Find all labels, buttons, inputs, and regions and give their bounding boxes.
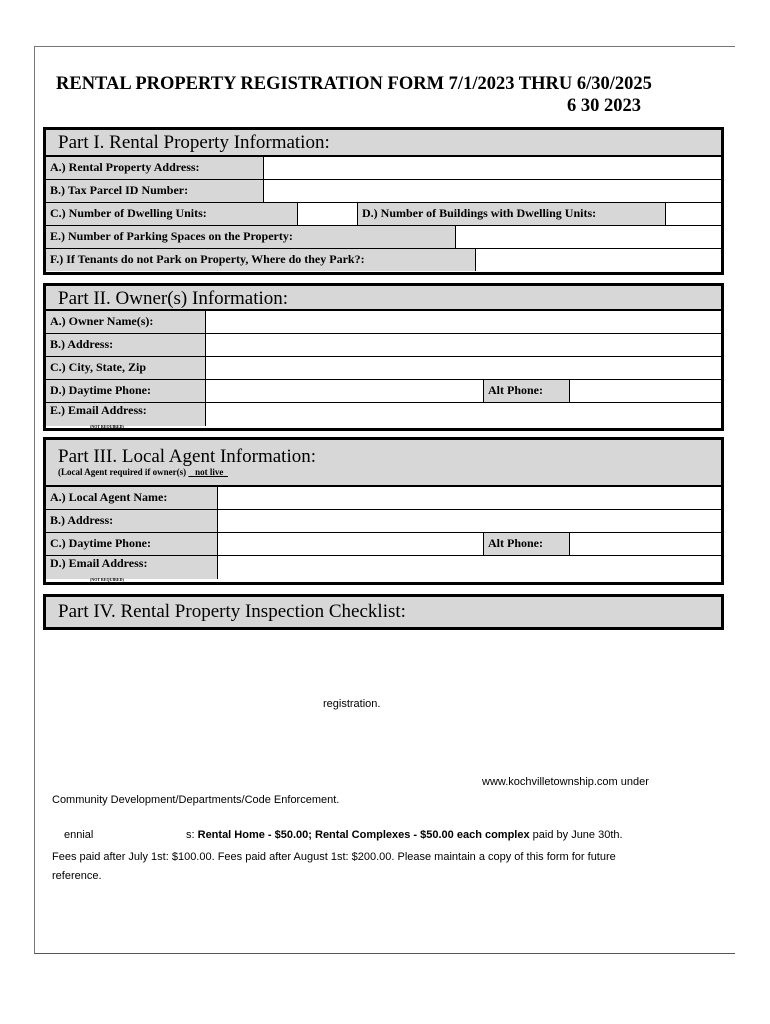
part1-row-parking — [46, 225, 721, 248]
owner-city-label: C.) City, State, Zip — [46, 357, 206, 379]
part4-title: Part IV. Rental Property Inspection Checklist: — [58, 601, 406, 622]
part3-row-name — [46, 486, 721, 509]
buildings-field[interactable] — [666, 203, 721, 225]
part1-row-address — [46, 156, 721, 179]
registration-note: registration. — [323, 698, 381, 710]
part1-row-parcel — [46, 179, 721, 202]
part2-row-name — [46, 310, 721, 333]
owner-name-label: A.) Owner Name(s): — [46, 311, 206, 333]
form-date: 6 30 2023 — [567, 96, 641, 116]
part1-title: Part I. Rental Property Information: — [58, 132, 330, 153]
part4-header — [46, 597, 721, 627]
agent-phone-label: C.) Daytime Phone: — [46, 533, 218, 555]
fees-bold: Rental Home - $50.00; Rental Complexes - $50.00 each complex — [197, 829, 530, 841]
owner-alt-phone-label: Alt Phone: — [484, 380, 570, 402]
owner-alt-phone-field[interactable] — [570, 380, 721, 402]
owner-email-label-text: E.) Email Address: — [50, 403, 147, 417]
reference-note: reference. — [52, 870, 102, 882]
part3-note-prefix: (Local Agent required if owner(s) — [58, 467, 187, 477]
part2-section — [43, 283, 724, 431]
agent-address-field[interactable] — [218, 510, 721, 532]
rental-address-label: A.) Rental Property Address: — [46, 157, 264, 179]
agent-alt-phone-field[interactable] — [570, 533, 721, 555]
fees-suffix: paid by June 30th. — [529, 829, 623, 841]
owner-address-field[interactable] — [206, 334, 721, 356]
part3-section — [43, 437, 724, 585]
parking-spaces-field[interactable] — [456, 226, 721, 248]
part3-row-address — [46, 509, 721, 532]
owner-phone-field[interactable] — [206, 380, 484, 402]
part3-row-phone — [46, 532, 721, 555]
part1-row-units — [46, 202, 721, 225]
agent-email-label-text: D.) Email Address: — [50, 556, 148, 570]
part2-row-city — [46, 356, 721, 379]
part3-row-email — [46, 555, 721, 582]
ennial-note: ennial — [64, 829, 94, 841]
part2-header — [46, 286, 721, 310]
agent-address-label: B.) Address: — [46, 510, 218, 532]
part3-header — [46, 440, 721, 486]
agent-email-label — [46, 556, 218, 582]
part3-title: Part III. Local Agent Information: — [58, 446, 317, 467]
website-note: www.kochvilletownship.com under — [482, 776, 649, 788]
owner-name-field[interactable] — [206, 311, 721, 333]
owner-city-field[interactable] — [206, 357, 721, 379]
part2-row-address — [46, 333, 721, 356]
owner-email-note: (NOT REQUIRED) — [90, 424, 124, 429]
part2-row-phone — [46, 379, 721, 402]
agent-name-label: A.) Local Agent Name: — [46, 487, 218, 509]
owner-phone-label: D.) Daytime Phone: — [46, 380, 206, 402]
fees-prefix: s: — [186, 829, 198, 841]
late-fees-note: Fees paid after July 1st: $100.00. Fees paid after August 1st: $200.00. Please maintain a copy of this form for future — [52, 851, 616, 863]
owner-email-label — [46, 403, 206, 429]
owner-email-field[interactable] — [206, 403, 721, 426]
part2-row-email — [46, 402, 721, 429]
rental-address-field[interactable] — [264, 157, 721, 179]
agent-name-field[interactable] — [218, 487, 721, 509]
parcel-id-label: B.) Tax Parcel ID Number: — [46, 180, 264, 202]
part1-row-tenants-park — [46, 248, 721, 271]
dwelling-units-field[interactable] — [298, 203, 358, 225]
parking-spaces-label: E.) Number of Parking Spaces on the Property: — [46, 226, 456, 248]
part1-header — [46, 130, 721, 156]
part4-section — [43, 594, 724, 630]
tenants-park-label: F.) If Tenants do not Park on Property, Where do they Park?: — [46, 249, 476, 271]
part3-note-underlined — [188, 467, 228, 477]
tenants-park-field[interactable] — [476, 249, 721, 271]
agent-email-field[interactable] — [218, 556, 721, 579]
agent-alt-phone-label: Alt Phone: — [484, 533, 570, 555]
community-note: Community Development/Departments/Code Enforcement. — [52, 794, 340, 806]
part3-note-underlined-text: not live — [195, 467, 224, 477]
fees-note — [186, 829, 623, 841]
dwelling-units-label: C.) Number of Dwelling Units: — [46, 203, 298, 225]
form-title: RENTAL PROPERTY REGISTRATION FORM 7/1/2023 THRU 6/30/2025 — [56, 74, 652, 94]
part2-title: Part II. Owner(s) Information: — [58, 288, 289, 309]
agent-email-note: (NOT REQUIRED) — [90, 577, 124, 582]
agent-phone-field[interactable] — [218, 533, 484, 555]
owner-address-label: B.) Address: — [46, 334, 206, 356]
buildings-label: D.) Number of Buildings with Dwelling Units: — [358, 203, 666, 225]
part3-note — [58, 467, 721, 477]
part1-section — [43, 127, 724, 275]
parcel-id-field[interactable] — [264, 180, 721, 202]
